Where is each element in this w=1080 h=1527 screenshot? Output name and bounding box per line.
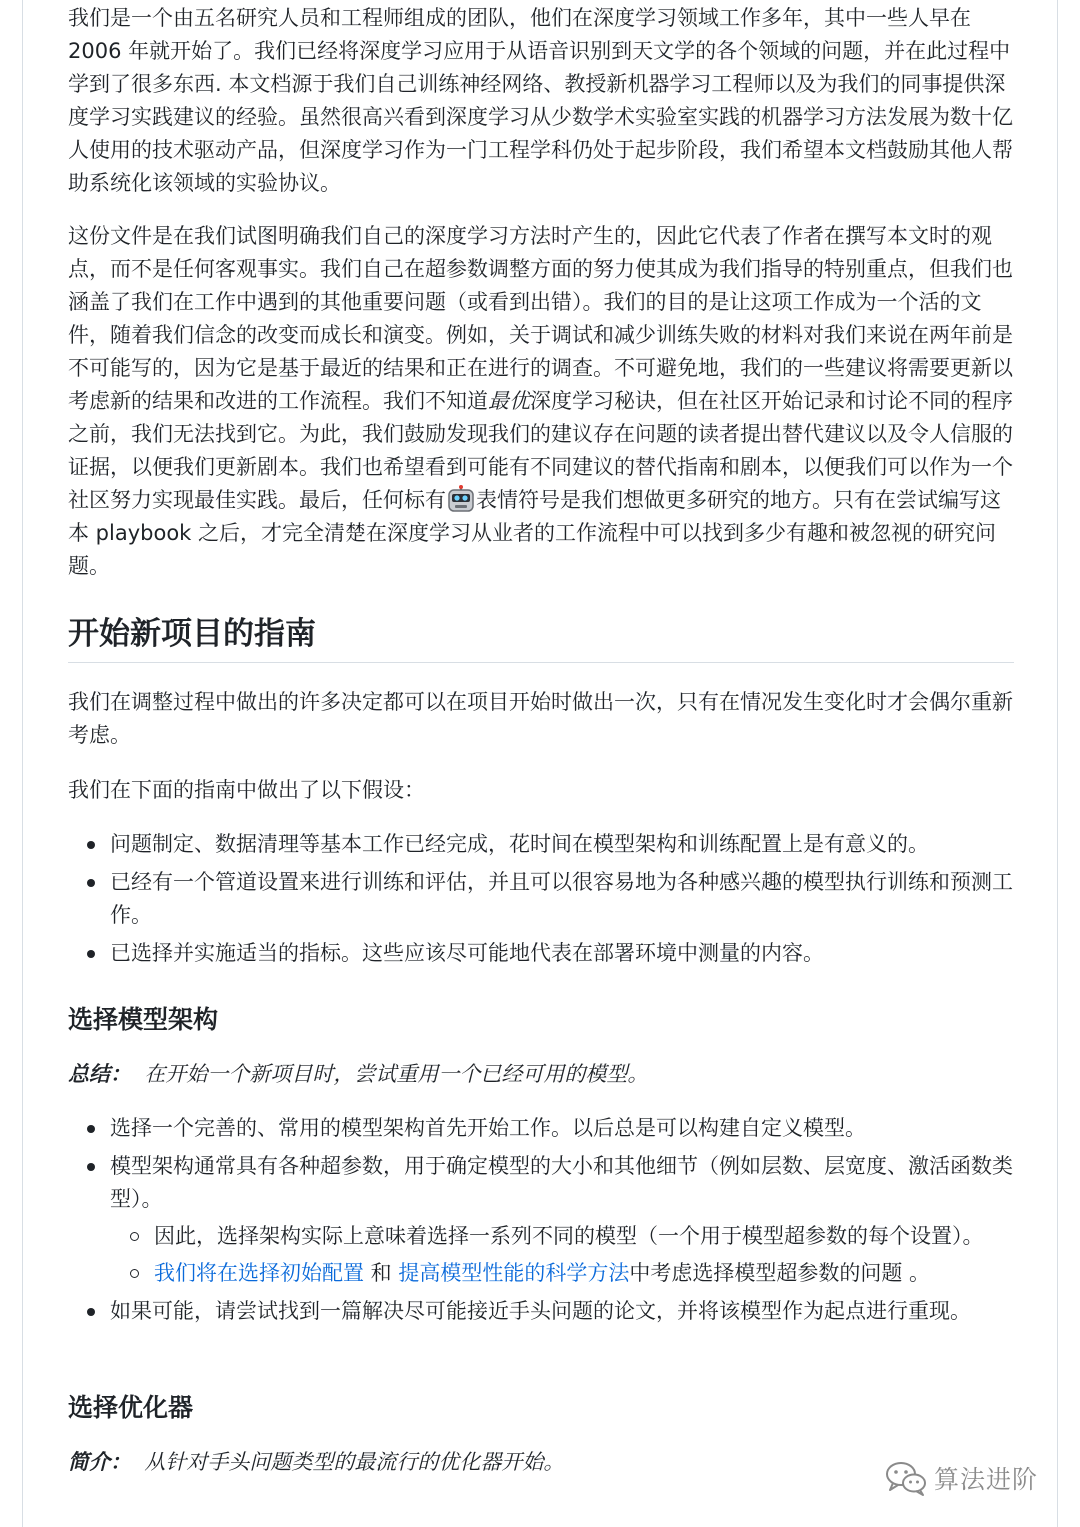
- list-item-text: 选择一个完善的、常用的模型架构首先开始工作。以后总是可以构建自定义模型。: [110, 1116, 866, 1140]
- section-paragraph-2: 我们在下面的指南中做出了以下假设：: [68, 778, 425, 802]
- list-item: [68, 828, 1016, 861]
- intro-paragraph-2-part-a: 这份文件是在我们试图明确我们自己的深度学习方法时产生的，因此它代表了作者在撰写本文时的观点，而不是任何客观事实。我们自己在超参数调整方面的努力使其成为我们指导的特别重点，但我们也涵盖了我们在工作中遇到的其他重要问题（或看到出错）。我们的目的是让这项工作成为一个活的文件，随着我们信念的改变而成长和演变。例如，关于调试和减少训练失败的材料对我们来说在两年前是不可能写的，因为它是基于最近的结果和正在进行的调查。不可避免地，我们的一些建议将需要更新以考虑新的结果和改进的工作流程。我们不知道: [68, 224, 1013, 413]
- list-item-text: 问题制定、数据清理等基本工作已经完成，花时间在模型架构和训练配置上是有意义的。: [110, 832, 929, 856]
- link-scientific-method[interactable]: 提高模型性能的科学方法: [398, 1261, 630, 1285]
- intro-paragraph-1: 我们是一个由五名研究人员和工程师组成的团队，他们在深度学习领域工作多年，其中一些人早在 2006 年就开始了。我们已经将深度学习应用于从语音识别到天文学的各个领域的问题，并在此过程中学到了很多东西. 本文档源于我们自己训练神经网络、教授新机器学习工程师以及为我们的同事提供深度学习实践建议的经验。虽然很高兴看到深度学习从少数学术实验室实践的机器学习方法发展为数十亿人使用的技术驱动产品，但深度学习作为一门工程学科仍处于起步阶段，我们希望本文档鼓励其他人帮助系统化该领域的实验协议。: [68, 6, 1013, 195]
- sub-list-item: [110, 1220, 1016, 1253]
- summary-label: 简介：: [68, 1450, 131, 1474]
- architecture-summary: [68, 1058, 1016, 1091]
- watermark: [884, 1456, 1038, 1500]
- optimizer-summary: [68, 1446, 1016, 1479]
- intro-paragraph-2-part-c: 表情符号是我们想做更多研究的地方。只有在尝试编写这本 playbook 之后，才完全清楚在深度学习从业者的工作流程中可以找到多少有趣和被忽视的研究问题。: [68, 488, 1001, 578]
- assumptions-list: [68, 828, 1016, 975]
- link-initial-configuration[interactable]: 我们将在选择初始配置: [154, 1261, 364, 1285]
- summary-label: 总结：: [68, 1062, 131, 1086]
- sub-list-item-text: 因此，选择架构实际上意味着选择一系列不同的模型（一个用于模型超参数的每个设置）。: [154, 1224, 984, 1248]
- summary-text: 在开始一个新项目时，尝试重用一个已经可用的模型。: [144, 1062, 649, 1086]
- list-item-text: 已经有一个管道设置来进行训练和评估，并且可以很容易地为各种感兴趣的模型执行训练和预测工作。: [110, 870, 1013, 927]
- subheading-optimizer: 选择优化器: [68, 1393, 194, 1422]
- hollow-bullet-icon: [130, 1232, 139, 1241]
- list-item: [68, 937, 1016, 970]
- list-item: [68, 1112, 1016, 1145]
- sub-list-item-tail: 中考虑选择模型超参数的问题 。: [629, 1261, 931, 1285]
- bullet-icon: [87, 950, 95, 958]
- list-item: [68, 1295, 1016, 1328]
- architecture-list: [68, 1112, 1016, 1333]
- subheading-model-architecture: 选择模型架构: [68, 1005, 219, 1034]
- intro-paragraph-2: [68, 220, 1016, 583]
- summary-text: 从针对手头问题类型的最流行的优化器开始。: [144, 1450, 565, 1474]
- list-item: [68, 866, 1016, 932]
- optimal-emphasis: 最优: [488, 389, 530, 413]
- link-separator: 和: [364, 1261, 399, 1285]
- section-heading-new-project: 开始新项目的指南: [68, 612, 1014, 663]
- bullet-icon: [87, 841, 95, 849]
- intro-paragraph-2-part-b: 深度学习秘诀，但在社区开始记录和讨论不同的程序之前，我们无法找到它。为此，我们鼓励发现我们的建议存在问题的读者提出替代建议以及令人信服的证据，以便我们更新剧本。我们也希望看到可能有不同建议的替代指南和剧本，以便我们可以作为一个社区努力实现最佳实践。最后，任何标有: [68, 389, 1013, 512]
- section-paragraph-1: 我们在调整过程中做出的许多决定都可以在项目开始时做出一次，只有在情况发生变化时才会偶尔重新考虑。: [68, 690, 1013, 747]
- bullet-icon: [87, 1308, 95, 1316]
- wechat-icon: [884, 1459, 928, 1497]
- bullet-icon: [87, 1125, 95, 1133]
- bullet-icon: [87, 879, 95, 887]
- architecture-sublist: [110, 1220, 1016, 1290]
- robot-emoji-icon: [446, 485, 476, 513]
- list-item-text: 模型架构通常具有各种超参数，用于确定模型的大小和其他细节（例如层数、层宽度、激活函数类型）。: [110, 1154, 1013, 1211]
- bullet-icon: [87, 1163, 95, 1171]
- hollow-bullet-icon: [130, 1269, 139, 1278]
- list-item: [68, 1150, 1016, 1290]
- sub-list-item: [110, 1257, 1016, 1290]
- list-item-text: 如果可能，请尝试找到一篇解决尽可能接近手头问题的论文，并将该模型作为起点进行重现。: [110, 1299, 971, 1323]
- watermark-text: 算法进阶: [934, 1465, 1039, 1494]
- list-item-text: 已选择并实施适当的指标。这些应该尽可能地代表在部署环境中测量的内容。: [110, 941, 824, 965]
